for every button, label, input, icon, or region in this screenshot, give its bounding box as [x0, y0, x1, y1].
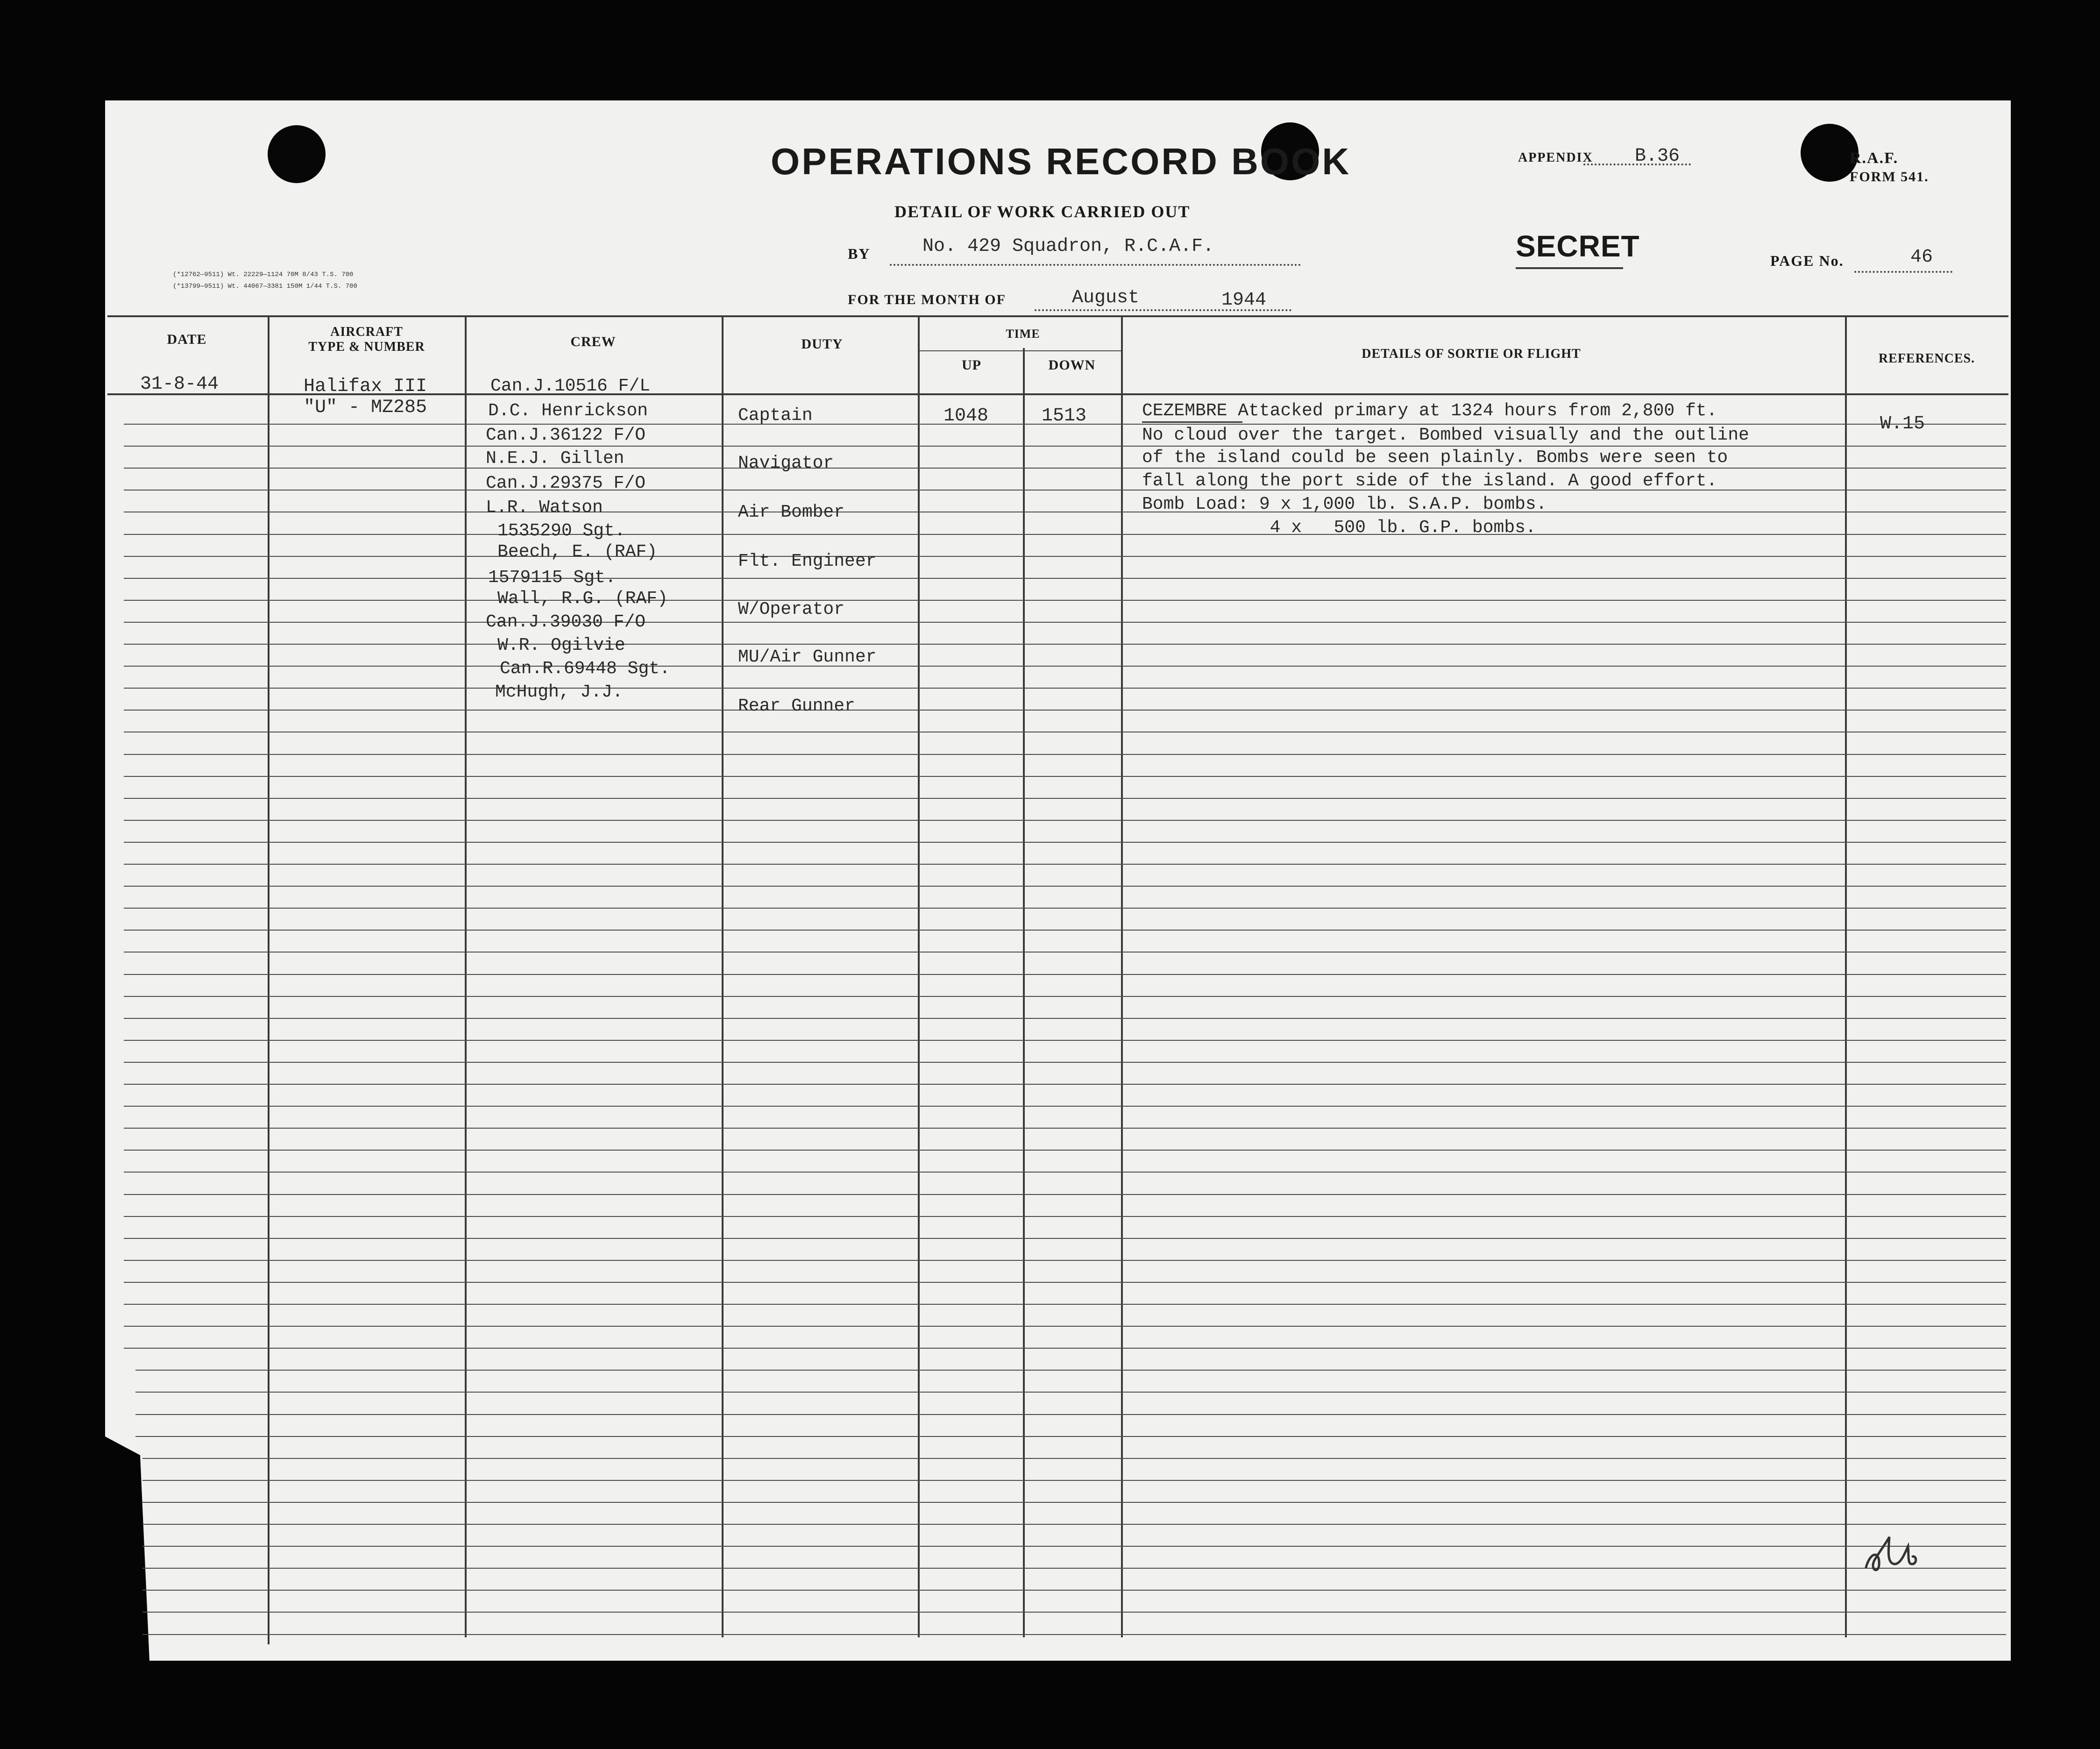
ruled-line	[124, 1106, 2006, 1107]
crew-line: 1579115 Sgt.	[488, 568, 616, 588]
month-label: FOR THE MONTH OF	[848, 292, 1006, 307]
ruled-line	[124, 754, 2006, 755]
crew-line: Beech, E. (RAF)	[497, 542, 658, 562]
crew-line: Can.J.36122 F/O	[486, 425, 646, 445]
page-title: OPERATIONS RECORD BOOK	[771, 141, 1351, 182]
print-code-1: (*12762—9511) Wt. 22229—1124 70M 8/43 T.S. 700	[173, 271, 354, 278]
form-label-line1: R.A.F.	[1850, 149, 1899, 167]
ruled-line	[124, 842, 2006, 843]
ruled-line	[124, 1348, 2006, 1349]
subtitle: DETAIL OF WORK CARRIED OUT	[894, 202, 1191, 221]
ruled-line	[142, 1458, 2006, 1459]
ruled-line	[124, 622, 2006, 623]
month-value: August	[1072, 287, 1140, 308]
ruled-line	[124, 1238, 2006, 1239]
details-line: fall along the port side of the island. A good effort.	[1142, 471, 1717, 491]
time-split-rule	[918, 350, 1121, 351]
form-label-line2: FORM 541.	[1850, 169, 1929, 185]
col-header-date: DATE	[167, 332, 207, 347]
table-top-rule	[107, 315, 2008, 317]
ruled-line	[124, 1128, 2006, 1129]
by-label: BY	[848, 245, 871, 262]
initials-scribble	[1861, 1523, 1922, 1579]
col-header-down: DOWN	[1048, 357, 1096, 373]
entry-aircraft-number: "U" - MZ285	[304, 397, 427, 418]
ruled-line	[124, 864, 2006, 865]
by-dots	[890, 264, 1301, 266]
col-header-crew: CREW	[570, 334, 616, 349]
secret-stamp: SECRET	[1516, 229, 1640, 263]
ruled-line	[124, 908, 2006, 909]
ruled-line	[124, 644, 2006, 645]
details-line: Bomb Load: 9 x 1,000 lb. S.A.P. bombs.	[1142, 494, 1547, 514]
ruled-line	[124, 1304, 2006, 1305]
ruled-line	[124, 996, 2006, 997]
crew-line: Can.J.10516 F/L	[490, 376, 651, 396]
ruled-line	[124, 820, 2006, 821]
ruled-line	[124, 886, 2006, 887]
ruled-line	[124, 1084, 2006, 1085]
duty-line: Captain	[738, 405, 813, 426]
ruled-line	[124, 974, 2006, 975]
duty-line: Flt. Engineer	[738, 551, 877, 571]
crew-line: McHugh, J.J.	[495, 682, 623, 702]
ruled-line	[124, 1260, 2006, 1261]
ruled-line	[124, 556, 2006, 557]
reference-value: W.15	[1880, 413, 1925, 434]
page-number-label: PAGE No.	[1770, 252, 1844, 269]
ruled-line	[124, 952, 2006, 953]
ruled-line	[135, 1392, 2006, 1393]
ruled-line	[142, 1524, 2006, 1525]
ruled-line	[124, 1326, 2006, 1327]
ruled-line	[124, 1040, 2006, 1041]
secret-underline	[1516, 267, 1623, 269]
ruled-line	[124, 666, 2006, 667]
ruled-line	[124, 776, 2006, 777]
col-header-up: UP	[962, 357, 981, 373]
details-line: of the island could be seen plainly. Bombs were seen to	[1142, 448, 1728, 468]
ruled-line	[124, 600, 2006, 601]
details-line: CEZEMBRE Attacked primary at 1324 hours from 2,800 ft.	[1142, 401, 1717, 421]
col-header-references: REFERENCES.	[1878, 351, 1975, 366]
ruled-line	[124, 710, 2006, 711]
col-divider-5	[1023, 348, 1025, 1637]
year-value: 1944	[1221, 290, 1267, 311]
ruled-line	[142, 1590, 2006, 1591]
ruled-line	[124, 1172, 2006, 1173]
duty-line: Navigator	[738, 453, 834, 473]
appendix-label: APPENDIX	[1518, 150, 1593, 165]
ruled-line	[124, 446, 2006, 447]
crew-line: D.C. Henrickson	[488, 401, 648, 421]
ruled-line	[124, 798, 2006, 799]
ruled-line	[124, 468, 2006, 469]
col-header-details: DETAILS OF SORTIE OR FLIGHT	[1362, 347, 1581, 361]
col-divider-3	[722, 315, 724, 1637]
col-divider-1	[268, 315, 270, 1644]
ruled-line	[142, 1612, 2006, 1613]
duty-line: W/Operator	[738, 599, 845, 619]
duty-line: Air Bomber	[738, 502, 845, 522]
col-header-time: TIME	[1006, 327, 1040, 341]
ruled-line	[142, 1634, 2006, 1635]
crew-line: W.R. Ogilvie	[497, 635, 625, 655]
page-number-dots	[1854, 271, 1952, 273]
details-line: No cloud over the target. Bombed visually and the outline	[1142, 425, 1749, 445]
print-code-2: (*13799—9511) Wt. 44067—3381 150M 1/44 T.S. 700	[173, 283, 357, 290]
ruled-line	[124, 688, 2006, 689]
ruled-line	[135, 1414, 2006, 1415]
details-line: 4 x 500 lb. G.P. bombs.	[1142, 518, 1536, 538]
ruled-line	[124, 1194, 2006, 1195]
ruled-line	[124, 930, 2006, 931]
crew-line: Can.J.39030 F/O	[486, 612, 646, 632]
ruled-line	[142, 1546, 2006, 1547]
appendix-value: B.36	[1635, 146, 1680, 167]
time-up-value: 1048	[944, 405, 989, 427]
ruled-line	[124, 1216, 2006, 1217]
target-underline	[1142, 421, 1242, 423]
ruled-line	[142, 1568, 2006, 1569]
col-divider-4	[918, 315, 920, 1637]
entry-date: 31-8-44	[140, 374, 219, 395]
ruled-line	[124, 1150, 2006, 1151]
ruled-line	[135, 1436, 2006, 1437]
col-header-duty: DUTY	[801, 336, 843, 352]
ruled-line	[142, 1502, 2006, 1503]
punch-hole-left	[268, 125, 326, 183]
crew-line: Can.R.69448 Sgt.	[500, 659, 670, 679]
crew-line: L.R. Watson	[486, 498, 603, 518]
crew-line: 1535290 Sgt.	[497, 521, 625, 541]
time-down-value: 1513	[1042, 405, 1087, 427]
ruled-line	[124, 534, 2006, 535]
entry-aircraft-type: Halifax III	[304, 376, 427, 397]
duty-line: MU/Air Gunner	[738, 647, 877, 667]
crew-line: N.E.J. Gillen	[486, 448, 624, 469]
ruled-line	[124, 1282, 2006, 1283]
by-value: No. 429 Squadron, R.C.A.F.	[922, 236, 1214, 257]
ruled-line	[135, 1370, 2006, 1371]
ruled-line	[124, 1018, 2006, 1019]
ruled-line	[142, 1480, 2006, 1481]
col-divider-2	[465, 315, 467, 1637]
col-divider-7	[1845, 315, 1847, 1637]
crew-line: Wall, R.G. (RAF)	[497, 589, 668, 609]
crew-line: Can.J.29375 F/O	[486, 473, 646, 493]
col-divider-6	[1121, 315, 1123, 1637]
ruled-line	[124, 490, 2006, 491]
ruled-line	[124, 1062, 2006, 1063]
col-header-aircraft: AIRCRAFT TYPE & NUMBER	[308, 325, 425, 354]
duty-line: Rear Gunner	[738, 696, 855, 716]
ruled-line	[124, 578, 2006, 579]
page-number-value: 46	[1910, 247, 1933, 268]
